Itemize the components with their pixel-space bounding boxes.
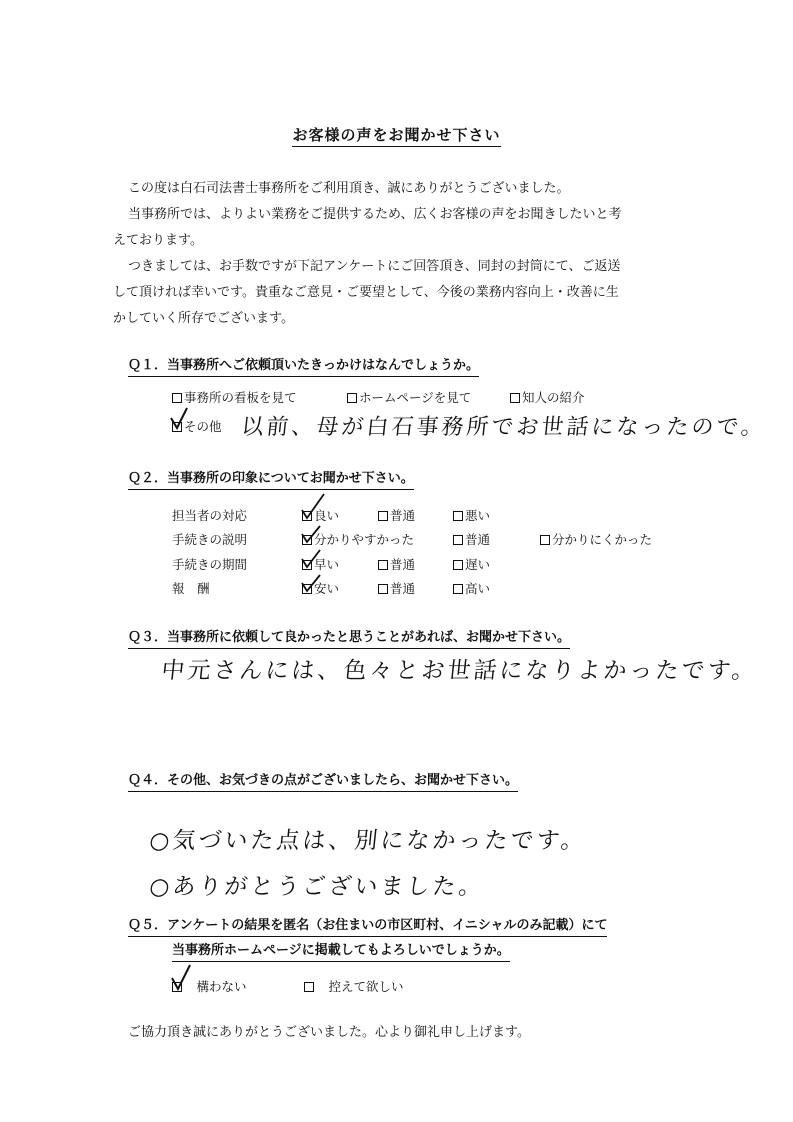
checkbox[interactable] <box>510 393 520 403</box>
q2-row-fee-label: 報 酬 <box>172 581 210 596</box>
checkbox[interactable] <box>540 535 550 545</box>
closing-text: ご協力頂き誠にありがとうございました。心より御礼申し上げます。 <box>128 1025 530 1040</box>
intro-line-3: えております。 <box>113 233 203 248</box>
q4-handwritten-line-1: ○気づいた点は、別になかったです。 <box>148 828 589 854</box>
checkbox[interactable] <box>172 393 182 403</box>
q1-option-acquaintance[interactable]: 知人の紹介 <box>510 388 585 406</box>
q5-question-line-2: 当事務所ホームページに掲載してもよろしいでしょうか。 <box>172 939 510 958</box>
q5-ok-check-mark <box>168 962 194 992</box>
q1-option-other[interactable]: その他 <box>172 417 222 435</box>
intro-line-2: 当事務所では、よりよい業務をご提供するため、広くお客様の声をお聞きしたいと考 <box>128 207 622 222</box>
intro-line-1: この度は白石司法書士事務所をご利用頂き、誠にありがとうございました。 <box>128 181 570 196</box>
intro-line-5: して頂ければ幸いです。貴重なご意見・ご要望として、今後の業務内容向上・改善に生 <box>113 285 619 300</box>
q2-duration-slow[interactable]: 遅い <box>453 555 490 573</box>
checkbox[interactable] <box>378 560 388 570</box>
checkbox[interactable] <box>453 535 463 545</box>
q1-option-signboard[interactable]: 事務所の看板を見て <box>172 388 297 406</box>
q2-duration-normal[interactable]: 普通 <box>378 555 415 573</box>
q2-check-duration-fast <box>302 550 320 567</box>
q1-option-homepage[interactable]: ホームページを見て <box>347 388 471 406</box>
q2-explanation-clear[interactable]: 分かりやすかった <box>302 530 414 548</box>
q3-handwritten-answer: 中元さんには、色々とお世話になりよかったです。 <box>160 658 760 684</box>
page-title <box>0 124 793 145</box>
q2-staff-normal[interactable]: 普通 <box>378 506 415 524</box>
q3-question: Ｑ３．当事務所に依頼して良かったと思うことがあれば、お聞かせ下さい。 <box>128 626 570 645</box>
q2-explanation-unclear[interactable]: 分かりにくかった <box>540 530 652 548</box>
q5-option-decline[interactable]: 控えて欲しい <box>304 977 404 995</box>
checkbox[interactable] <box>378 511 388 521</box>
q2-check-explanation-clear <box>302 526 320 542</box>
q2-row-explanation-label: 手続きの説明 <box>172 532 248 547</box>
q2-staff-bad[interactable]: 悪い <box>453 506 490 524</box>
page-title-text: お客様の声をお聞かせ下さい <box>292 126 500 147</box>
q2-question: Ｑ２．当事務所の印象についてお聞かせ下さい。 <box>128 467 414 486</box>
q2-check-fee-cheap <box>302 575 320 591</box>
q2-check-staff-good <box>302 494 324 518</box>
q2-row-staff-label: 担当者の対応 <box>172 508 248 523</box>
checkbox[interactable] <box>453 560 463 570</box>
checkbox[interactable] <box>378 584 388 594</box>
checkbox[interactable] <box>453 584 463 594</box>
q2-fee-expensive[interactable]: 高い <box>453 579 490 597</box>
q2-duration-fast[interactable]: 早い <box>302 555 339 573</box>
q5-question-line-1: Ｑ５．アンケートの結果を匿名（お住まいの市区町村、イニシャルのみ記載）にて <box>128 914 607 933</box>
intro-line-4: つきましては、お手数ですが下記アンケートにご回答頂き、同封の封筒にて、ご返送 <box>128 259 621 274</box>
q2-row-duration-label: 手続きの期間 <box>172 557 248 572</box>
checkbox[interactable] <box>453 511 463 521</box>
q1-other-check-mark <box>168 406 190 432</box>
q2-check-marks <box>298 490 328 600</box>
q2-fee-cheap[interactable]: 安い <box>302 579 339 597</box>
q2-explanation-normal[interactable]: 普通 <box>453 530 490 548</box>
q4-handwritten-line-2: ○ありがとうございました。 <box>148 874 486 900</box>
q4-question: Ｑ４．その他、お気づきの点がございましたら、お聞かせ下さい。 <box>128 769 518 788</box>
q5-option-ok[interactable]: 構わない <box>172 977 247 995</box>
q2-staff-good[interactable]: 良い <box>302 506 339 524</box>
q2-fee-normal[interactable]: 普通 <box>378 579 415 597</box>
q1-handwritten-answer: 以前、母が白石事務所でお世話になったので。 <box>240 415 768 440</box>
intro-line-6: かしていく所存でございます。 <box>113 311 294 326</box>
checkbox[interactable] <box>347 393 357 403</box>
q1-question: Ｑ１．当事務所へご依頼頂いたきっかけはなんでしょうか。 <box>128 354 479 373</box>
checkbox[interactable] <box>304 982 314 992</box>
